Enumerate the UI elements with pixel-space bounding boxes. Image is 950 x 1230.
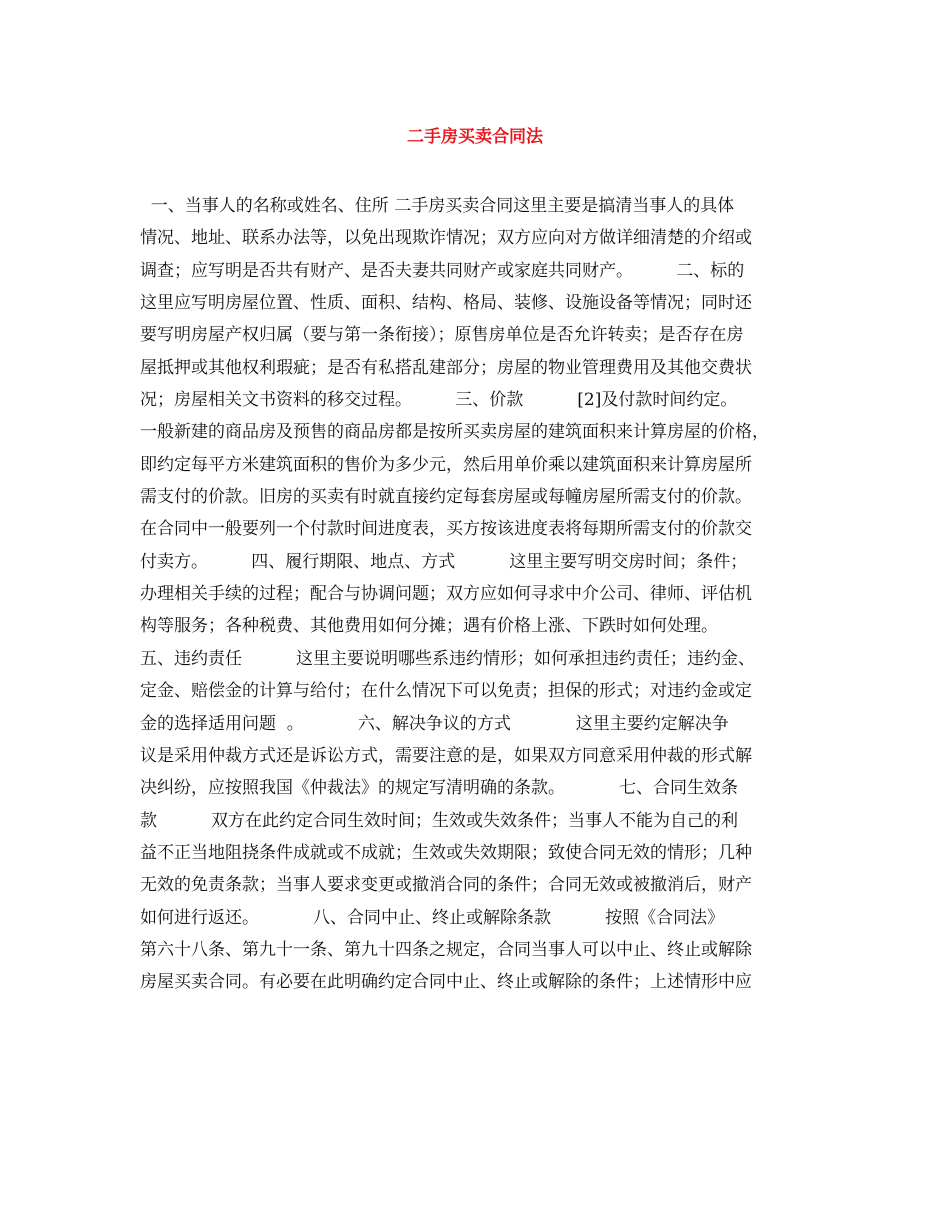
body-line: 情况、地址、联系办法等，以免出现欺诈情况；双方应向对方做详细清楚的介绍或 — [140, 228, 752, 249]
body-line: 无效的免责条款；当事人要求变更或撤消合同的条件；合同无效或被撤消后，财产 — [140, 875, 752, 896]
document-body — [140, 190, 812, 999]
body-line: 付卖方。 四、履行期限、地点、方式 这里主要写明交房时间；条件； — [140, 551, 748, 572]
body-line: 即约定每平方米建筑面积的售价为多少元，然后用单价乘以建筑面积来计算房屋所 — [140, 454, 752, 475]
body-line: 如何进行返还。 八、合同中止、终止或解除条款 按照《合同法》 — [140, 907, 725, 928]
body-line: 况；房屋相关文书资料的移交过程。 三、价款 [2]及付款时间约定。 — [140, 390, 738, 411]
body-line: 构等服务；各种税费、其他费用如何分摊；遇有价格上涨、下跌时如何处理。 — [140, 616, 718, 637]
body-line: 调查；应写明是否共有财产、是否夫妻共同财产或家庭共同财产。 二、标的 — [140, 260, 745, 281]
body-line: 五、违约责任 这里主要说明哪些系违约情形；如何承担违约责任；违约金、 — [140, 648, 756, 669]
body-line: 金的选择适用问题 。 六、解决争议的方式 这里主要约定解决争 — [140, 713, 729, 734]
body-line: 第六十八条、第九十一条、第九十四条之规定，合同当事人可以中止、终止或解除 — [140, 939, 752, 960]
body-line: 议是采用仲裁方式还是诉讼方式，需要注意的是，如果双方同意采用仲裁的形式解 — [140, 745, 752, 766]
body-line: 决纠纷，应按照我国《仲裁法》的规定写清明确的条款。 七、合同生效条 — [140, 778, 739, 799]
body-line: 房屋买卖合同。有必要在此明确约定合同中止、终止或解除的条件；上述情形中应 — [140, 972, 752, 993]
body-line: 办理相关手续的过程；配合与协调问题；双方应如何寻求中介公司、律师、评估机 — [140, 584, 752, 605]
body-line: 一、当事人的名称或姓名、住所 二手房买卖合同这里主要是搞清当事人的具体 — [140, 196, 735, 216]
body-line: 定金、赔偿金的计算与给付；在什么情况下可以免责；担保的形式；对违约金或定 — [140, 681, 752, 702]
body-line: 在合同中一般要列一个付款时间进度表，买方按该进度表将每期所需支付的价款交 — [140, 519, 752, 540]
body-line: 要写明房屋产权归属（要与第一条衔接）；原售房单位是否允许转卖；是否存在房 — [140, 325, 744, 346]
body-line: 一般新建的商品房及预售的商品房都是按所买卖房屋的建筑面积来计算房屋的价格， — [140, 422, 769, 443]
body-line: 益不正当地阻挠条件成就或不成就；生效或失效期限；致使合同无效的情形；几种 — [140, 842, 752, 863]
body-line: 屋抵押或其他权利瑕疵；是否有私搭乱建部分；房屋的物业管理费用及其他交费状 — [140, 357, 752, 378]
body-line: 需支付的价款。旧房的买卖有时就直接约定每套房屋或每幢房屋所需支付的价款。 — [140, 487, 752, 508]
body-line: 款 双方在此约定合同生效时间；生效或失效条件；当事人不能为自己的利 — [140, 810, 739, 831]
body-line: 这里应写明房屋位置、性质、面积、结构、格局、装修、设施设备等情况；同时还 — [140, 293, 752, 314]
document-title: 二手房买卖合同法 — [407, 127, 543, 147]
